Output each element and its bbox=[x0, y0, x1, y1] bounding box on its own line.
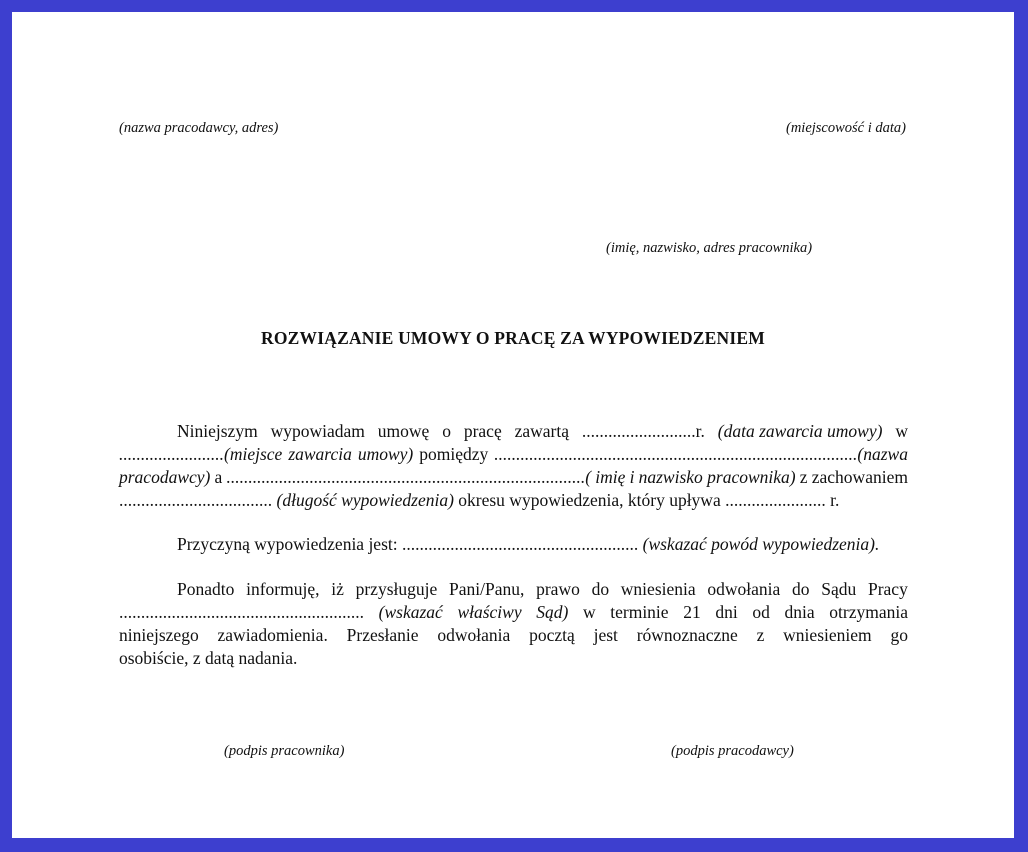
paragraph-line bbox=[119, 624, 908, 647]
word: go bbox=[890, 625, 908, 645]
word: Ponadto bbox=[177, 579, 235, 599]
word: Sądu bbox=[821, 579, 857, 599]
word: imię bbox=[595, 467, 626, 487]
word: pracę bbox=[463, 421, 502, 441]
word: terminie bbox=[610, 602, 669, 622]
word: wniesienia bbox=[620, 579, 696, 599]
word: pracodawcy) bbox=[119, 467, 211, 487]
contract-date-hint: (data zawarcia umowy) bbox=[717, 421, 883, 441]
notice-period-blank: ................................... bbox=[119, 490, 277, 510]
word: zachowaniem bbox=[811, 467, 908, 487]
word: niniejszego bbox=[119, 625, 199, 645]
court-hint: (wskazać bbox=[378, 602, 443, 622]
word: Pracy bbox=[867, 579, 908, 599]
word: odwołania bbox=[707, 579, 781, 599]
word: pomiędzy bbox=[419, 444, 489, 464]
word: równoznaczne bbox=[636, 625, 738, 645]
reason-text: Przyczyną wypowiedzenia jest: ...................................................... bbox=[177, 534, 643, 554]
word: przysługuje bbox=[355, 579, 438, 599]
word: i bbox=[629, 467, 635, 487]
word: odwołania bbox=[437, 625, 511, 645]
court-hint: właściwy bbox=[457, 602, 522, 622]
reason-hint: (wskazać powód wypowiedzenia). bbox=[642, 534, 880, 554]
word: do bbox=[591, 579, 610, 599]
employer-name-blank: ...................................................................................(nazwa bbox=[494, 444, 908, 464]
word: umowę bbox=[377, 421, 430, 441]
word: w bbox=[582, 602, 596, 622]
paragraph-appeal bbox=[119, 578, 908, 670]
word: okresu wypowiedzenia, który upływa ....................... r. bbox=[453, 490, 840, 510]
word: informuję, bbox=[246, 579, 320, 599]
paragraph-line bbox=[119, 601, 908, 624]
word: Pani/Panu, bbox=[449, 579, 525, 599]
contract-date-blank: ..........................r. bbox=[581, 421, 705, 441]
word: pocztą bbox=[529, 625, 575, 645]
paragraph-line bbox=[119, 466, 908, 489]
document-title: ROZWIĄZANIE UMOWY O PRACĘ ZA WYPOWIEDZENIEM bbox=[261, 328, 765, 348]
word: jest bbox=[593, 625, 618, 645]
word: w bbox=[895, 421, 908, 441]
word: umowy) bbox=[357, 444, 414, 464]
word: zawiadomienia. bbox=[217, 625, 328, 645]
employee-signature-label: (podpis pracownika) bbox=[224, 743, 345, 759]
word: z bbox=[756, 625, 765, 645]
word: nazwisko pracownika) bbox=[638, 467, 796, 487]
document-page bbox=[12, 12, 1014, 838]
employer-signature-label: (podpis pracodawcy) bbox=[671, 743, 794, 759]
word: wniesieniem bbox=[783, 625, 872, 645]
word: z bbox=[799, 467, 808, 487]
employer-name-address-label: (nazwa pracodawcy, adres) bbox=[119, 120, 279, 136]
notice-period-hint: (długość wypowiedzenia) bbox=[276, 490, 454, 510]
word: Niniejszym bbox=[177, 421, 258, 441]
word: otrzymania bbox=[829, 602, 908, 622]
employee-name-address-label: (imię, nazwisko, adres pracownika) bbox=[606, 240, 813, 256]
employee-name-blank: ..................................................................................( bbox=[226, 467, 592, 487]
paragraph-line bbox=[119, 578, 908, 601]
paragraph-line bbox=[119, 420, 908, 443]
word: od bbox=[752, 602, 770, 622]
word: a bbox=[214, 467, 223, 487]
word: dnia bbox=[784, 602, 815, 622]
paragraph-line bbox=[119, 443, 908, 466]
court-blank: ........................................................ bbox=[119, 602, 364, 622]
court-hint: Sąd) bbox=[536, 602, 569, 622]
word: do bbox=[792, 579, 810, 599]
contract-place-blank: ........................(miejsce bbox=[119, 444, 283, 464]
word: iż bbox=[331, 579, 344, 599]
word: zawarcia bbox=[288, 444, 352, 464]
paragraph-line bbox=[119, 533, 908, 556]
word: dni bbox=[715, 602, 738, 622]
word: prawo bbox=[536, 579, 580, 599]
word: zawartą bbox=[514, 421, 570, 441]
paragraph-line-notice-period bbox=[119, 489, 908, 512]
word: Przesłanie bbox=[346, 625, 419, 645]
paragraph-termination bbox=[119, 420, 908, 512]
place-and-date-label: (miejscowość i data) bbox=[785, 120, 906, 136]
word: o bbox=[442, 421, 451, 441]
paragraph-line: osobiście, z datą nadania. bbox=[119, 648, 298, 668]
word: wypowiadam bbox=[270, 421, 365, 441]
paragraph-reason bbox=[119, 533, 908, 556]
word: 21 bbox=[683, 602, 701, 622]
